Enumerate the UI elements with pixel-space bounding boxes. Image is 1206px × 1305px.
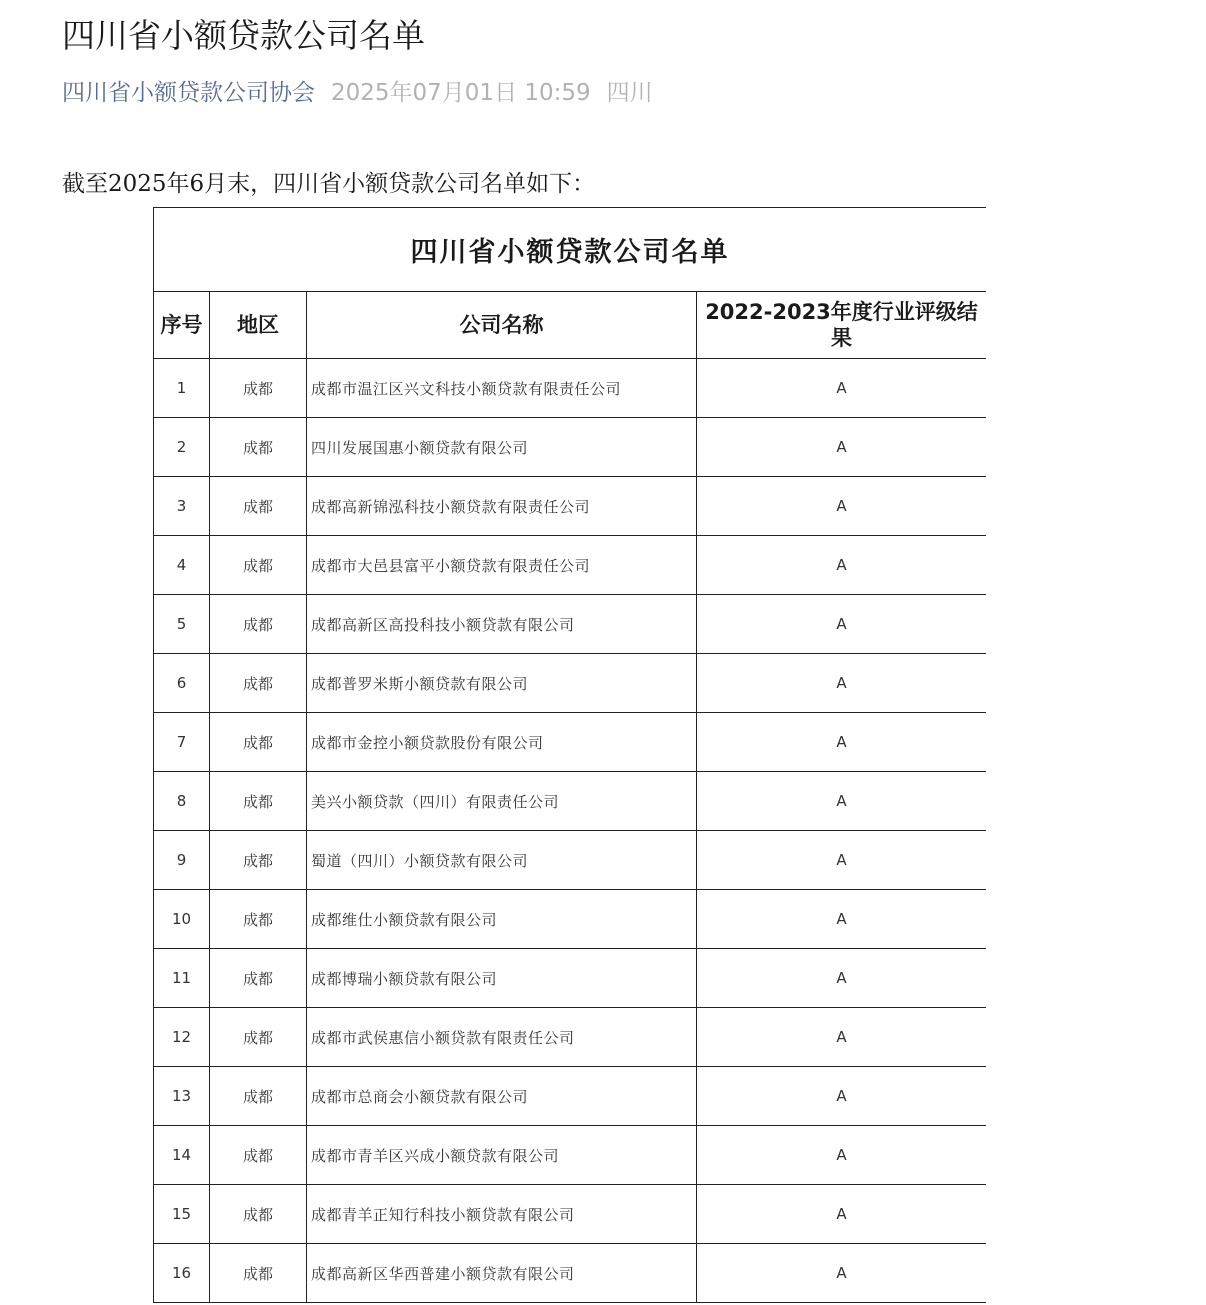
row-company-name: 成都市总商会小额贷款有限公司 [307,1067,697,1126]
table-row [154,1008,987,1067]
intro-paragraph: 截至2025年6月末，四川省小额贷款公司名单如下： [62,171,596,197]
row-grade: A [697,831,987,890]
row-index: 6 [154,654,210,713]
article-meta [62,76,653,110]
row-company-name: 成都市武侯惠信小额贷款有限责任公司 [307,1008,697,1067]
row-index: 4 [154,536,210,595]
company-list-table [153,207,986,1303]
row-index: 9 [154,831,210,890]
row-grade: A [697,536,987,595]
row-grade: A [697,1067,987,1126]
article-title: 四川省小额贷款公司名单 [62,16,425,55]
row-index: 1 [154,359,210,418]
table-row [154,713,987,772]
table-row [154,772,987,831]
row-area: 成都 [210,890,307,949]
row-company-name: 成都高新区华西普建小额贷款有限公司 [307,1244,697,1303]
row-area: 成都 [210,1008,307,1067]
row-index: 3 [154,477,210,536]
row-index: 14 [154,1126,210,1185]
row-grade: A [697,595,987,654]
row-company-name: 成都博瑞小额贷款有限公司 [307,949,697,1008]
row-index: 12 [154,1008,210,1067]
row-grade: A [697,359,987,418]
row-index: 2 [154,418,210,477]
row-area: 成都 [210,1126,307,1185]
table-row [154,1126,987,1185]
account-name-link[interactable]: 四川省小额贷款公司协会 [62,80,315,106]
row-company-name: 成都市温江区兴文科技小额贷款有限责任公司 [307,359,697,418]
row-grade: A [697,890,987,949]
row-index: 8 [154,772,210,831]
table-row [154,1244,987,1303]
table-row [154,477,987,536]
row-company-name: 成都市金控小额贷款股份有限公司 [307,713,697,772]
row-area: 成都 [210,477,307,536]
row-grade: A [697,772,987,831]
row-area: 成都 [210,713,307,772]
row-company-name: 成都市大邑县富平小额贷款有限责任公司 [307,536,697,595]
table-row [154,654,987,713]
row-index: 16 [154,1244,210,1303]
row-area: 成都 [210,949,307,1008]
row-company-name: 蜀道（四川）小额贷款有限公司 [307,831,697,890]
row-index: 13 [154,1067,210,1126]
row-company-name: 成都高新锦泓科技小额贷款有限责任公司 [307,477,697,536]
row-area: 成都 [210,1185,307,1244]
table-row [154,536,987,595]
header-index: 序号 [154,292,210,359]
table-row [154,595,987,654]
table-row [154,831,987,890]
header-company-name: 公司名称 [307,292,697,359]
table-row [154,1067,987,1126]
row-index: 7 [154,713,210,772]
row-grade: A [697,713,987,772]
row-company-name: 成都高新区高投科技小额贷款有限公司 [307,595,697,654]
row-grade: A [697,949,987,1008]
row-company-name: 成都青羊正知行科技小额贷款有限公司 [307,1185,697,1244]
row-index: 10 [154,890,210,949]
row-index: 5 [154,595,210,654]
header-area: 地区 [210,292,307,359]
row-area: 成都 [210,418,307,477]
row-grade: A [697,477,987,536]
header-grade-label: 2022-2023年度行业评级结果 [705,300,978,350]
row-area: 成都 [210,1244,307,1303]
row-grade: A [697,654,987,713]
row-company-name: 成都市青羊区兴成小额贷款有限公司 [307,1126,697,1185]
table-caption: 四川省小额贷款公司名单 [154,208,987,292]
publish-date: 2025年07月01日 10:59 [331,80,591,106]
row-company-name: 四川发展国惠小额贷款有限公司 [307,418,697,477]
row-area: 成都 [210,595,307,654]
row-index: 15 [154,1185,210,1244]
table-body [154,359,987,1303]
table-row [154,890,987,949]
publish-region: 四川 [606,80,653,106]
row-area: 成都 [210,359,307,418]
row-area: 成都 [210,831,307,890]
row-grade: A [697,418,987,477]
table-row [154,949,987,1008]
row-index: 11 [154,949,210,1008]
header-grade [697,292,987,359]
row-grade: A [697,1008,987,1067]
row-company-name: 美兴小额贷款（四川）有限责任公司 [307,772,697,831]
row-area: 成都 [210,536,307,595]
table-row [154,359,987,418]
company-list-image [153,207,986,1305]
row-company-name: 成都普罗米斯小额贷款有限公司 [307,654,697,713]
row-grade: A [697,1185,987,1244]
table-row [154,1185,987,1244]
row-grade: A [697,1126,987,1185]
row-area: 成都 [210,654,307,713]
row-company-name: 成都维仕小额贷款有限公司 [307,890,697,949]
table-row [154,418,987,477]
row-area: 成都 [210,1067,307,1126]
row-grade: A [697,1244,987,1303]
row-area: 成都 [210,772,307,831]
